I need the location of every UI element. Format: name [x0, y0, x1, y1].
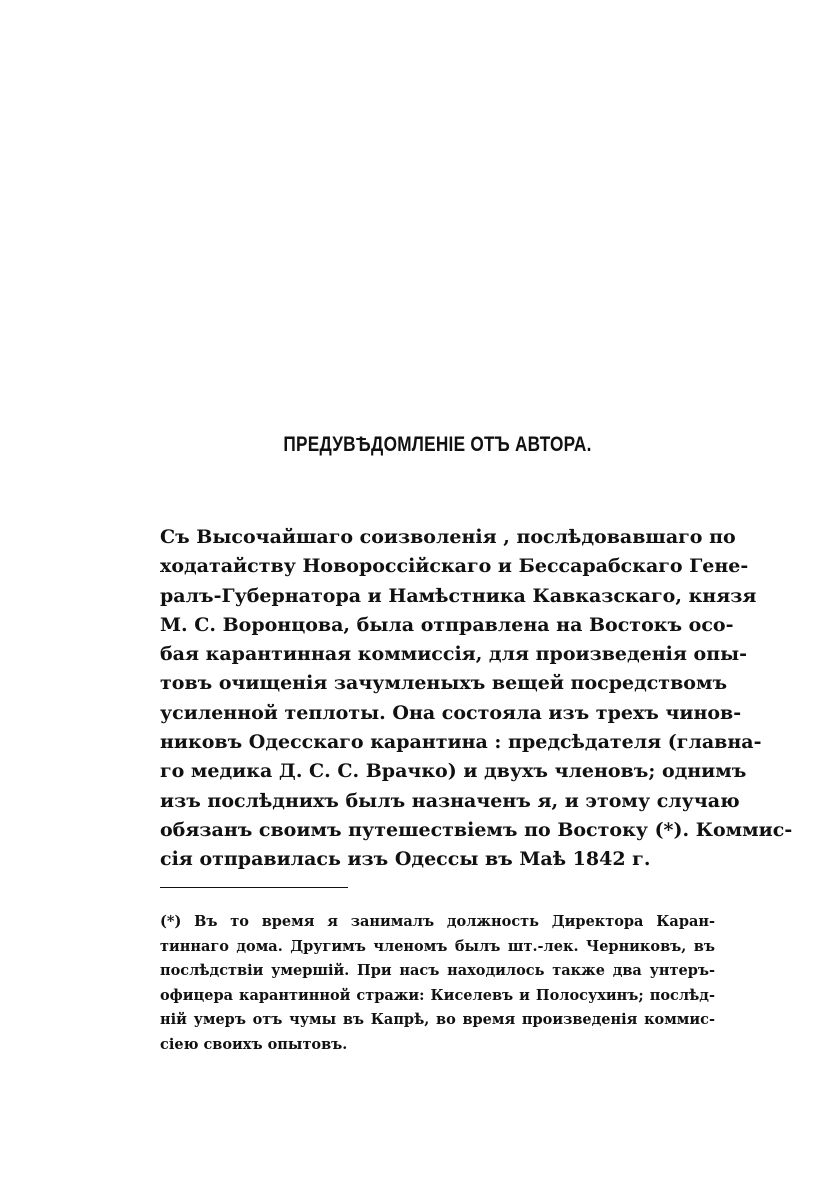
text-line: усиленной теплоты. Она состояла изъ трехъ чинов- — [160, 701, 742, 724]
text-line: изъ послѣднихъ былъ назначенъ я, и этому случаю — [160, 789, 740, 812]
footnote — [160, 910, 715, 1057]
text-line: сія отправилась изъ Одессы въ Маѣ 1842 г. — [160, 848, 651, 871]
text-line: го медика Д. С. С. Врачко) и двухъ членовъ; однимъ — [160, 760, 747, 783]
text-line: М. С. Воронцова, была отправлена на Востокъ осо- — [160, 613, 734, 636]
footnote-line: послѣдствіи умершій. При насъ находилось также два унтеръ- — [160, 962, 715, 979]
main-paragraph — [160, 523, 793, 875]
text-line: никовъ Одесскаго карантина : предсѣдателя (главна- — [160, 731, 762, 754]
text-line: товъ очищенія зачумленыхъ вещей посредствомъ — [160, 672, 728, 695]
footnote-line: (*) Въ то время я занималъ должность Директора Каран- — [160, 913, 715, 930]
footnote-line: сіею своихъ опытовъ. — [160, 1035, 348, 1053]
text-line: бая карантинная коммиссія, для произведенія опы- — [160, 643, 748, 666]
text-line: обязанъ своимъ путешествіемъ по Востоку (*). Коммис- — [160, 818, 793, 841]
text-line: ралъ-Губернатора и Намѣстника Кавказскаго, князя — [160, 584, 757, 607]
footnote-line: тиннаго дома. Другимъ членомъ былъ шт.-лек. Черниковъ, въ — [160, 937, 715, 955]
footnote-line: офицера карантинной стражи: Киселевъ и Полосухинъ; послѣд- — [160, 986, 715, 1004]
footnote-divider — [160, 887, 348, 888]
footnote-line: ній умеръ отъ чумы въ Капрѣ, во время произведенія коммис- — [160, 1011, 715, 1028]
text-line: ходатайству Новороссійскаго и Бессарабскаго Гене- — [160, 555, 749, 578]
text-line: Съ Высочайшаго соизволенія , послѣдовавшаго по — [160, 526, 736, 548]
page-title: ПРЕДУВѢДОМЛЕНІЕ ОТЪ АВТОРА. — [283, 433, 592, 456]
